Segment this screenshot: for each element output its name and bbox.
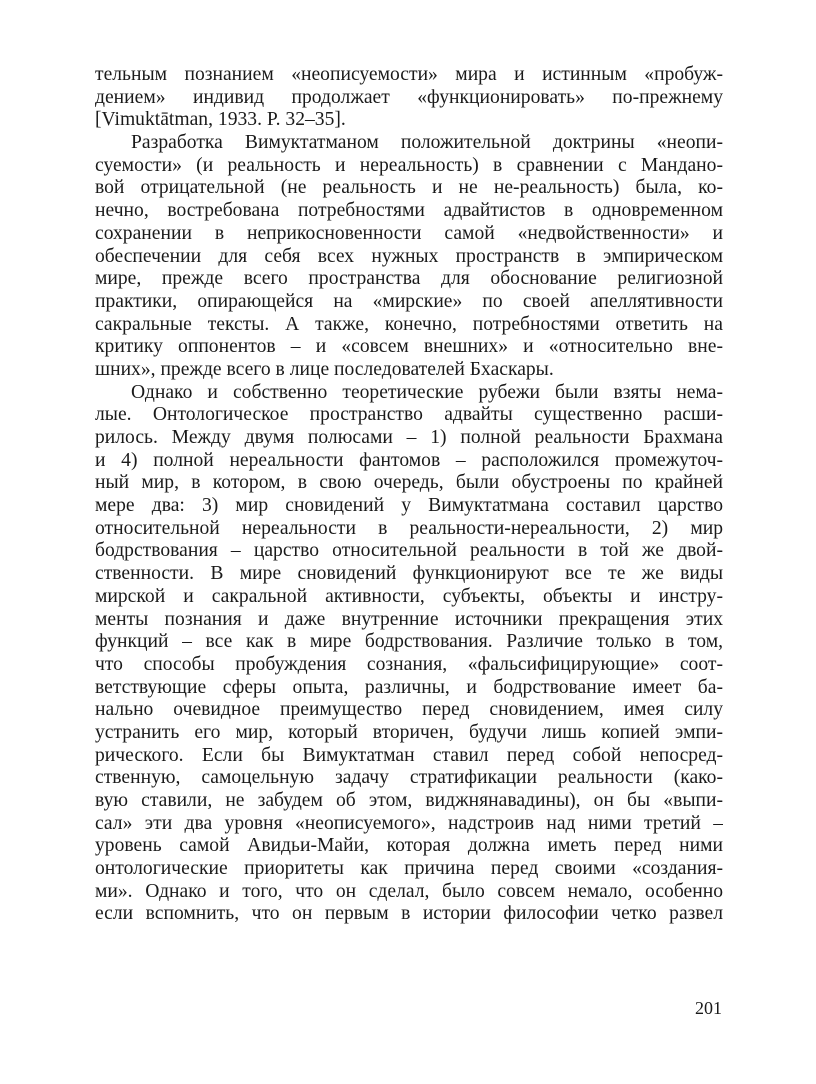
text-line: ветствующие сферы опыта, различны, и бодрствование имеет ба-: [95, 676, 723, 698]
text-line: относительной нереальности в реальности-нереальности, 2) мир: [95, 517, 723, 539]
text-line: критику оппонентов – и «совсем внешних» и «относительно вне-: [95, 336, 723, 358]
text-line: уровень самой Авидьи-Майи, которая должна иметь перед ними: [95, 835, 723, 857]
text-line: вую ставили, не забудем об этом, виджнянавадины), он бы «выпи-: [95, 790, 723, 811]
text-line: мире, прежде всего пространства для обоснование религиозной: [95, 268, 723, 290]
text-line: устранить его мир, который вторичен, будучи лишь копией эмпи-: [95, 721, 723, 743]
text-line: обеспечении для себя всех нужных пространств в эмпирическом: [95, 245, 723, 267]
text-line: тельным познанием «неописуемости» мира и истинным «пробуж-: [95, 64, 723, 85]
text-line: практики, опирающейся на «мирские» по своей апеллятивности: [95, 290, 723, 312]
text-line: и 4) полной нереальности фантомов – расположился промежуточ-: [95, 449, 723, 471]
text-line: дением» индивид продолжает «функционировать» по-прежнему: [95, 86, 723, 108]
text-line: сал» эти два уровня «неописуемого», надстроив над ними третий –: [95, 812, 723, 834]
text-line: ми». Однако и того, что он сделал, было совсем немало, особенно: [95, 880, 723, 902]
text-line: сохранении в неприкосновенности самой «недвойственности» и: [95, 222, 723, 244]
text-line: ный мир, в котором, в свою очередь, были обустроены по крайней: [95, 472, 723, 494]
text-line: ственности. В мире сновидений функционируют все те же виды: [95, 563, 723, 585]
text-line: Разработка Вимуктатманом положительной доктрины «неопи-: [131, 132, 723, 154]
paragraph-3: [95, 382, 723, 927]
text-line: мирской и сакральной активности, субъекты, объекты и инстру-: [95, 585, 723, 607]
text-line: что способы пробуждения сознания, «фальсифицирующие» соот-: [95, 653, 723, 675]
text-line: если вспомнить, что он первым в истории философии четко развел: [95, 903, 723, 925]
text-line: рилось. Между двумя полюсами – 1) полной реальности Брахмана: [95, 427, 723, 448]
text-line: шних», прежде всего в лице последователей Бхаскары.: [95, 358, 554, 380]
text-line: нально очевидное преимущество перед сновидением, имея силу: [95, 699, 723, 721]
text-line: мере два: 3) мир сновидений у Вимуктатмана составил царство: [95, 495, 723, 517]
text-line: вой отрицательной (не реальность и не не-реальность) была, ко-: [95, 177, 723, 199]
body-text: [95, 64, 723, 926]
text-line: [Vimuktātman, 1933. P. 32–35].: [95, 109, 346, 131]
text-line: бодрствования – царство относительной реальности в той же двой-: [95, 540, 723, 562]
text-line: сакральные тексты. А также, конечно, потребностями ответить на: [95, 313, 723, 335]
text-line: нечно, востребована потребностями адвайтистов в одновременном: [95, 200, 723, 222]
text-line: функций – все как в мире бодрствования. Различие только в том,: [95, 631, 723, 653]
paragraph-2: [95, 132, 723, 382]
text-line: суемости» (и реальность и нереальность) в сравнении с Мандано-: [95, 154, 723, 176]
text-line: лые. Онтологическое пространство адвайты существенно расши-: [95, 404, 723, 426]
text-line: Однако и собственно теоретические рубежи были взяты нема-: [131, 381, 723, 403]
page-number: 201: [695, 998, 722, 1018]
text-line: менты познания и даже внутренние источники прекращения этих: [95, 608, 723, 630]
text-line: онтологические приоритеты как причина перед своими «создания-: [95, 858, 723, 880]
text-line: ственную, самоцельную задачу стратификации реальности (како-: [95, 767, 723, 789]
text-line: рического. Если бы Вимуктатман ставил перед собой непосред-: [95, 744, 723, 766]
paragraph-1: [95, 64, 723, 132]
